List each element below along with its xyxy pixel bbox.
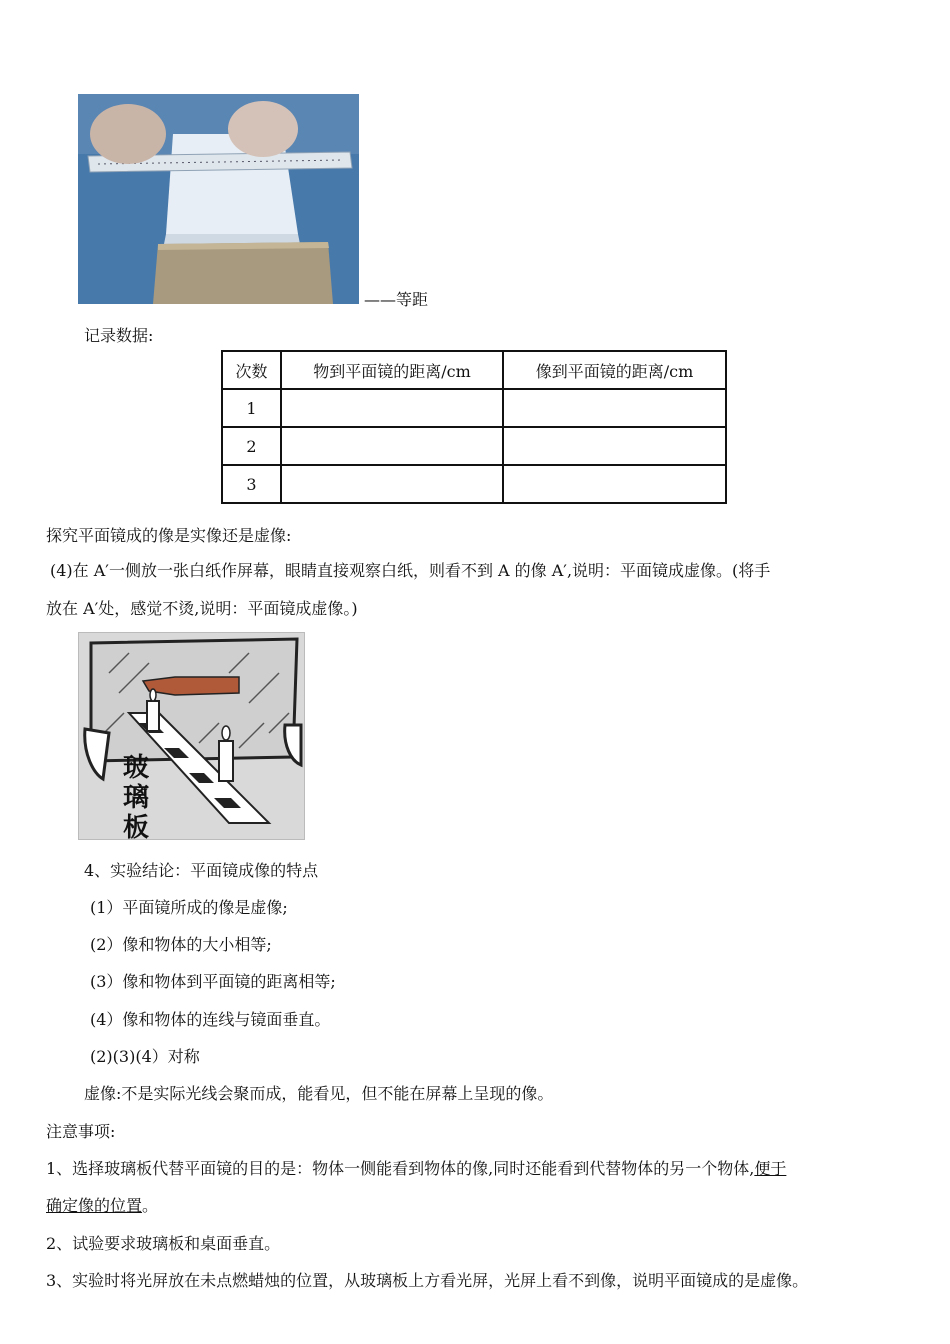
table-header-cell: 物到平面镜的距离/cm — [281, 351, 503, 389]
photo-caption: ——等距 — [364, 290, 429, 309]
table-header-cell: 像到平面镜的距离/cm — [503, 351, 726, 389]
conclusion-item: (3）像和物体到平面镜的距离相等; — [90, 972, 336, 991]
para4-line1: (4)在 A′一侧放一张白纸作屏幕，眼睛直接观察白纸，则看不到 A 的像 A′,说明：平面镜成虚像。(将手 — [50, 561, 771, 580]
figure-label-char: 璃 — [123, 783, 150, 813]
table-cell — [281, 427, 503, 465]
note-1-line-2 — [46, 1193, 158, 1216]
table-row — [222, 465, 726, 503]
table-row — [222, 427, 726, 465]
figure-label-char: 板 — [123, 813, 150, 840]
para4-line2: 放在 A′处，感觉不烫,说明：平面镜成虚像。) — [46, 599, 358, 618]
virtual-image-definition: 虚像:不是实际光线会聚而成，能看见，但不能在屏幕上呈现的像。 — [84, 1084, 554, 1103]
glass-plate-figure — [78, 632, 305, 840]
conclusion-title: 4、实验结论：平面镜成像的特点 — [84, 861, 319, 880]
note-1-text: 。 — [142, 1196, 159, 1215]
note-3: 3、实验时将光屏放在未点燃蜡烛的位置，从玻璃板上方看光屏，光屏上看不到像，说明平面镜成的是虚像。 — [46, 1271, 809, 1290]
conclusion-item: (4）像和物体的连线与镜面垂直。 — [90, 1010, 331, 1029]
note-1-text: 1、选择玻璃板代替平面镜的目的是：物体一侧能看到物体的像,同时还能看到代替物体的另一个物体, — [46, 1159, 755, 1178]
note-2: 2、试验要求玻璃板和桌面垂直。 — [46, 1234, 281, 1253]
table-cell — [503, 427, 726, 465]
conclusion-item: (2）像和物体的大小相等; — [90, 935, 272, 954]
table-cell — [281, 389, 503, 427]
note-1-underlined: 确定像的位置 — [46, 1196, 143, 1215]
table-header-cell: 次数 — [222, 351, 281, 389]
figure-label-char: 玻 — [123, 753, 150, 783]
data-table — [221, 350, 727, 504]
notes-title: 注意事项: — [46, 1122, 116, 1141]
table-cell: 3 — [222, 465, 281, 503]
table-row — [222, 389, 726, 427]
explore-heading: 探究平面镜成的像是实像还是虚像: — [46, 526, 292, 545]
conclusion-item: (2)(3)(4）对称 — [90, 1047, 200, 1066]
table-header-row — [222, 351, 726, 389]
table-cell: 1 — [222, 389, 281, 427]
experiment-photo — [78, 94, 359, 304]
conclusion-item: (1）平面镜所成的像是虚像; — [90, 898, 288, 917]
record-heading: 记录数据: — [84, 326, 154, 345]
table-cell: 2 — [222, 427, 281, 465]
table-cell — [281, 465, 503, 503]
table-cell — [503, 465, 726, 503]
note-1-line-1 — [46, 1156, 786, 1179]
note-1-underlined: 便于 — [754, 1159, 787, 1178]
table-cell — [503, 389, 726, 427]
